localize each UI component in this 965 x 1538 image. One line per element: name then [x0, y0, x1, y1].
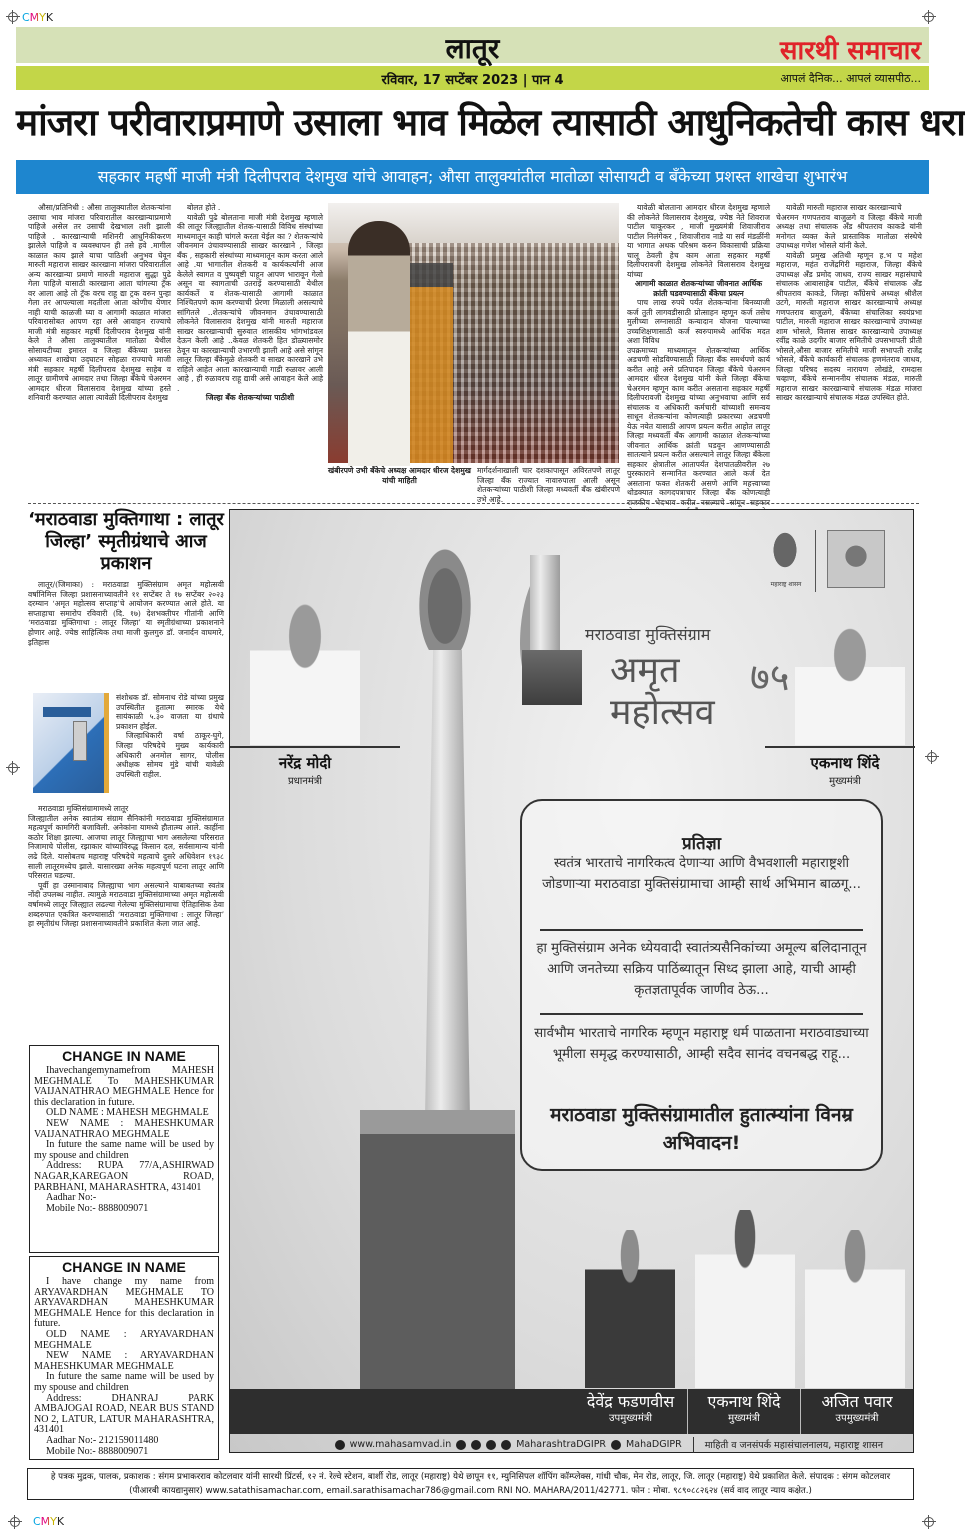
leader-role: मुख्यमंत्री [728, 1413, 760, 1424]
edition-name: लातूर [445, 32, 500, 65]
lead-col4-p2: पाच लाख रुपये पर्यंत शेतकऱ्यांना बिनव्याजी कर्ज तुती लागवडीसाठी प्रोत्साहन म्हणून कर्ज तसेच मुलीच्या लग्नासाठी कन्यादान योजना पाल्याच्या उच्चशिक्षणासाठी कर्ज स्वरुपामध्ये आर्थिक मदत अशा विविध [627, 298, 770, 345]
memorial-base-relief [360, 1110, 515, 1410]
footer-social-handle: MaharashtraDGIPR [516, 1439, 607, 1450]
lead-col5-p2: यावेळी मारुती महाराज साखर कारखान्याचे [786, 203, 902, 212]
registration-mark-bottom-right [922, 1515, 936, 1529]
lead-col6-p2: यावेळी प्रमुख अतिथी म्हणून ह.भ प महेश महाराज, महंत राजेंद्रगिरी महाराज, जिल्हा बँकेचे उपाध्यक्ष अँड प्रमोद जाधव, राज्य साखर महासंघाचे संचालक आबासाहेब पाटील, बँकेचे संचालक अँड श्रीपतराव काकडे, जिल्हा काँग्रेसचे अध्यक्ष श्रीशैल उटगे, मारुती महाराज साखर कारखान्याचे अध्यक्ष गणपतराव बाजुळगे, बँकेच्या संचालिका स्वयंप्रभा पाटील, मारुती महाराज साखर कारखान्याचे उपाध्यक्ष शाम भोसले, विलास साखर कारखान्याचे उपाध्यक्ष रवींद्र काळे उदगीर बाजार समितीचे उपसभापती प्रीती भोसले,औसा बाजार समितीचे माजी सभापती राजेंद्र भोसले, बँकेचे कार्यकारी संचालक हणमंतराव जाधव, जिल्हा परिषद सदस्य नारायण लोखंडे, रामदास चव्हाण, बँकेचे सन्माननीय संचालक मंडळ, मारुती महाराज साखर कारखान्याचे संचालक मंडळ मांजरा साखर कारखान्याचे संचालक मंडळ उपस्थित होते. [776, 250, 922, 402]
lead-col3-text: यावेळी बोलताना आमदार धीरज देशमुख म्हणाले की लोकनेते विलासराव देशमुख, ज्येष्ठ नेते शिवराज पाटील चाकूरकर , माजी मुख्यमंत्री शिवाजीराव पाटील निलंगेकर , शिवाजीराव नाडे या सर्व मंडळींनी या भागात अथक परिश्रम करुन विकासाची प्रक्रिया चालू ठेवली हेच काम आता सहकार महर्षी दिलीपरावजी देशमुख लोकनेते विलासराव देशमुख यांच्या [627, 203, 770, 279]
leader-name: देवेंद्र फडणवीस [586, 1392, 675, 1411]
marathwada-seal-icon [827, 530, 885, 588]
imprint-line-1: हे पत्रक मुद्रक, पालक, प्रकाशक : संगम प्रभाकरराव कोटलवार यांनी सारथी प्रिंटर्स, १२ नं. रेल्वे स्टेशन, बार्शी रोड, लातूर (महाराष्ट्र) येथे छापून ११, म्युनिसिपल शॉपिंग कॉम्प्लेक्स, गांधी चौक, मेन रोड, लातूर, जि. लातूर (महाराष्ट्र) येथे प्रकाशित केले. संपादक : संगम कोटलवार [50, 1472, 891, 1482]
leader-role: उपमुख्यमंत्री [609, 1413, 652, 1424]
lead-col1-text: औसा/प्रतिनिधी : औसा तालुक्यातील शेतकऱ्यांना उसाचा भाव मांजरा परिवारातील कारखान्याप्रमाणे पाहिजे असेल तर उसाची देखभाल तशी झाली पाहिजे . कारखान्याची मशिनरी आधुनिकीकरण झालेले पाहिजे व व्यवस्थापन ही तसे हवे .मागील काळात काय झाले याचा पाठिशी अनुभव घेवून मारुती महाराज साखर कारखाना मांजरा परिवारातील अन्य कारखान्या प्रमाणे मारुती महाराज सुद्धा पुढे गेला पाहिजे यासाठी कारखाना आता चांगल्या ट्रॅक वर आला आहे तो ट्रॅक वरच राहू द्या ट्रक वरुन पुन्हा गेला तर आपल्याला मदतीला आता कोणीच येणार नाही याची काळजी घ्या व आगामी काळात मांजरा परिवारासोबत आपण रहा असे आवाहन राज्याचे माजी मंत्री सहकार महर्षी दिलीपराव देशमुख यांनी केले ते औसा तालुक्यातील मातोळा येथील सोसायटीच्या इमारत व जिल्हा बँकेच्या प्रशस्त अध्यावत शाखेचा उद्‌घाटन सोहळा राज्याचे माजी मंत्री सहकार महर्षी दिलीपराव देशमुख साहेब व लातूर ग्रामीणचे आमदार तथा जिल्हा बँकेचे चेअरमन आमदार धीरज विलासराव देशमुख यांच्या हस्ते शनिवारी करण्यात आला त्यावेळी दिलीपराव देशमुख [28, 203, 171, 402]
ashoka-lion-capital [415, 540, 475, 650]
lead-col2-p1: बोलत होते . [187, 203, 221, 212]
event-subtitle: मराठवाडा मुक्तिसंग्राम [585, 625, 711, 644]
instagram-icon[interactable] [486, 1440, 496, 1450]
book-story-headline: ‘मराठवाडा मुक्तिगाथा : लातूर जिल्हा’ स्मृतीग्रंथाचे आज प्रकाशन [28, 509, 224, 574]
registration-mark-left-mid [6, 761, 20, 775]
footer-website-link[interactable]: www.mahasamvad.in [349, 1439, 452, 1450]
pledge-divider-2 [540, 1013, 863, 1015]
book-story-p4: पूर्वी हा उस्मानाबाद जिल्ह्याचा भाग असल्याने याबाबतच्या स्वतंत्र नोंदी उपलब्ध नाहीत. त्यामुळे मराठवाडा मुक्तिसंग्रामाच्या अमृत महोत्सवी वर्षामध्ये लातूर जिल्ह्यात लढल्या गेलेल्या मुक्तिसंग्रामाचा ऐतिहासिक ठेवा शब्दरुपात एकत्रित करण्यासाठी ‘मराठवाडा मुक्तिगाथा : लातूर जिल्हा’ हा स्मृतीग्रंथ जिल्हा प्रशासनाच्यावतीने प्रकाशित केला जात आहे. [28, 880, 224, 929]
photo-caption: खंबीरपणे उभी बँकेचे अध्यक्ष आमदार धीरज देशमुख यांची माहिती [328, 466, 471, 485]
cm-photo [695, 1210, 795, 1388]
deputy-cm-2-photo [805, 1230, 905, 1388]
pledge-box [520, 799, 883, 1171]
leader-card [574, 1389, 687, 1434]
pledge-divider-1 [540, 929, 863, 931]
lead-col4-subhead: आगामी काळात शेतकऱ्यांच्या जीवनात आर्थिक क्रांती घडवण्यासाठी बँकेचा प्रयत्न [634, 279, 763, 298]
amrit-mahotsav-advertisement [229, 509, 914, 1453]
twitter-icon[interactable] [471, 1440, 481, 1450]
pm-name: नरेंद्र मोदी [278, 754, 332, 772]
lead-col2-p2: यावेळी पुढे बोलताना माजी मंत्री देशमुख म्हणाले की लातूर जिल्ह्यातील शेतक-यासाठी विविध संस्थांच्या माध्यमातून काही चांगले करता येईल का ? शेतकऱ्यांचे जीवनमान उंचावण्यासाठी साखर कारखाने , जिल्हा बँक , सहकारी संस्थांच्या माध्यमातून काम करता आले आहे .या भागातील शेतकरी व कार्यकर्त्यांनी आज केलेले स्वागत व पुष्पवृष्टी पाहून आपण भारावून गेलो असून या स्वागताची उतराई करण्यासाठी येथील कार्यकर्ते व शेतक-यासाठी आगामी काळात निश्चितपणे काम करण्याची प्रेरणा मिळाली असल्याचे सांगितले ..शेतकऱ्यांचे जीवनमान उंचावण्यासाठी लोकनेते विलासराव देशमुख यांनी मारुती महाराज साखर कारखान्याची सुरुवात शासकीय भांगभांडवल देऊन केली आहे ..केवळ शेतकरी हित डोळ्यासमोर ठेवून या कारखान्याची उभारणी झाली आहे असे सांगून लातूर जिल्हा बँकेमुळे शेतकरी व साखर कारखाने उभे राहिले आहेत आता कारखान्याची गाडी रुळावर आली आहे , ही रुळावरच राहू द्यावी असे आवाहन केले आहे . [177, 212, 323, 393]
book-story-p1: लातूर/(जिमाका) : मराठवाडा मुक्तिसंग्राम अमृत महोत्सवी वर्षानिमित्त जिल्हा प्रशासनाच्यावतीने ११ सप्टेंबर ते १७ सप्टेंबर २०२३ दरम्यान ‘अमृत महोत्सव सप्ताह’चे आयोजन करण्यात आले होते. या सप्ताहाचा समारोप रविवारी (दि. १७) देशभक्तीपर गीतांनी आणि ‘मराठवाडा मुक्तिगाथा : लातूर जिल्हा’ या स्मृतीग्रंथाच्या प्रकाशनाने होणार आहे. ज्येष्ठ साहित्यिक तथा माजी कुलगुरु डॉ. जनार्दन वाघमारे, इतिहास [28, 580, 224, 647]
pledge-title: प्रतिज्ञा [681, 834, 722, 854]
notice-2-line: Address: DHANRAJ PARK AMBAJOGAI ROAD, NEAR BUS STAND NO 2, LATUR, LATUR MAHARASHTRA, 431401 [34, 1392, 214, 1436]
notice-1-line: OLD NAME : MAHESH MEGHMALE [46, 1107, 209, 1119]
registration-mark-bottom-left [8, 1515, 22, 1529]
registration-mark-top-left [6, 10, 20, 24]
registration-mark-right-mid [925, 750, 939, 764]
cm-underline [765, 746, 915, 748]
amrit-logo-pillar [530, 555, 560, 655]
leader-name: अजित पवार [821, 1392, 893, 1411]
cm-portrait [795, 625, 905, 745]
notice-2-line: I have change my name from ARYAVARDHAN MEGHMALE TO ARYAVARDHAN MAHESHKUMAR MEGHMALE Hence for this declaration in future. [34, 1276, 214, 1330]
pledge-paragraph-3: सार्वभौम भारताचे नागरिक म्हणून महाराष्ट्र धर्म पाळताना मराठवाड्याच्या भूमीला समृद्ध करण्यासाठी, आम्ही सदैव सानंद वचनबद्ध राहू... [534, 1026, 869, 1062]
tagline: आपलं दैनिक... आपलं व्यासपीठ... [780, 72, 921, 85]
leader-name: एकनाथ शिंदे [707, 1392, 781, 1411]
notice-2-line: Mobile No:- 8888009071 [46, 1445, 149, 1457]
deputy-cm-1-photo [585, 1230, 675, 1388]
globe-icon [335, 1440, 345, 1450]
book-story-body [28, 804, 224, 1040]
cm-name: एकनाथ शिंदे [810, 754, 880, 772]
leaders-band [230, 1389, 913, 1434]
lead-column-1 [28, 203, 171, 499]
event-title-line-1: अमृत [610, 650, 680, 691]
notice-1-title: CHANGE IN NAME [62, 1048, 186, 1064]
lead-column-6 [776, 203, 922, 499]
book-story-side [116, 693, 224, 801]
masthead [16, 27, 929, 66]
lead-photo-speaker-crowd [328, 203, 619, 463]
notice-1-line: NEW NAME : MAHESHKUMAR VAIJANATHRAO MEGHMALE [34, 1117, 214, 1140]
book-story-p1b: संशोधक डॉ. सोमनाथ रोडे यांच्या प्रमुख उपस्थितीत हुतात्मा स्मारक येथे सायंकाळी ५.३० वाजता या ग्रंथाचे प्रकाशन होईल. [116, 693, 224, 731]
maharashtra-emblem-icon [765, 530, 805, 580]
lead-column-4-top [477, 466, 620, 504]
notice-2-line: In future the same name will be used by my spouse and children [34, 1371, 214, 1393]
photo-speaker [348, 221, 410, 466]
salute-message: मराठवाडा मुक्तिसंग्रामातील हुतात्म्यांना विनम्र अभिवादन! [550, 1104, 853, 1154]
leader-card [687, 1389, 800, 1434]
notice-2-line: OLD NAME : ARYAVARDHAN MEGHMALE [34, 1328, 214, 1351]
telegram-icon[interactable] [501, 1440, 511, 1450]
leader-role: उपमुख्यमंत्री [835, 1413, 879, 1424]
notice-2-line: Aadhar No:- 212159011480 [46, 1434, 159, 1446]
imprint-line-2: (पीआरबी कायद्यानुसार) www.satathisamachar.com, email.sarathisamachar786@gmail.com RNI NO. MAHARA/2011/42771. फोन : मोबा. ९८९०८८२६२४ (सर्व वाद लातूर न्याय कक्षेत.) [129, 1486, 812, 1496]
classified-notice-1 [29, 1045, 219, 1253]
notice-1-line: Aadhar No:- [46, 1192, 97, 1204]
government-logos [765, 530, 905, 590]
pm-underline [230, 746, 400, 748]
section-divider [28, 503, 919, 504]
lead-col4-p1: मार्गदर्शनाखाली चार दशकापासून अविरतपणे लातूर जिल्हा बँक राज्यात नावारुपाला आली असून शेतकऱ्यांच्या पाठीशी जिल्हा मध्यवर्ती बँक खंबीरपणे उभे आहे. [477, 466, 620, 504]
leader-card [800, 1389, 913, 1434]
publisher-imprint [27, 1468, 914, 1500]
date-band [16, 66, 929, 90]
footer-youtube-handle: MahaDGIPR [626, 1439, 682, 1450]
registration-mark-top-right [922, 10, 936, 24]
facebook-icon[interactable] [456, 1440, 466, 1450]
newspaper-brand: सारथी समाचार [779, 36, 921, 66]
event-title-line-2: महोत्सव [610, 692, 715, 733]
pm-role: प्रधानमंत्री [287, 776, 323, 787]
lead-column-2 [177, 203, 323, 499]
notice-1-line: In future the same name will be used by my spouse and children [34, 1139, 214, 1161]
memorial-pillar [425, 650, 470, 1120]
event-title [610, 650, 715, 734]
lead-col2-subhead: जिल्हा बँक शेतकऱ्यांच्या पाठीशी [205, 393, 295, 402]
notice-1-line: Mobile No:- 8888009071 [46, 1202, 149, 1214]
book-cover-image [33, 693, 109, 793]
book-story-p2: जिल्हाधिकारी वर्षा ठाकूर-घुगे, जिल्हा परिषदेचे मुख्य कार्यकारी अधिकारी अनमोल सागर, पोलीस अधीक्षक सोमय मुंडे यांची यावेळी उपस्थिती राहील. [116, 731, 224, 779]
cm-role: मुख्यमंत्री [829, 776, 861, 787]
notice-1-line: Address: RUPA 77/A,ASHIRWAD NAGAR,KAREGAON ROAD, PARBHANI, MAHARASHTRA, 431401 [34, 1160, 214, 1193]
maharashtra-govt-caption: महाराष्ट्र शासन [770, 581, 802, 588]
book-story-p3a: मराठवाडा मुक्तिसंग्रामामध्ये लातूर [38, 804, 129, 813]
footer-divider [693, 1437, 694, 1453]
footer-department: माहिती व जनसंपर्क महासंचालनालय, महाराष्ट्र शासन [704, 1440, 883, 1451]
pm-portrait [250, 600, 360, 745]
youtube-icon[interactable] [611, 1440, 621, 1450]
notice-2-line: NEW NAME : ARYAVARDHAN MAHESHKUMAR MEGHMALE [34, 1350, 214, 1372]
book-story-p3: जिल्ह्यातील अनेक स्वातंत्र्य संग्राम सैनिकांनी मराठवाडा मुक्तिसंग्रामात महत्वपूर्ण कामगिरी बजाविली. अनेकांना यामध्ये हौतात्म्य आले. काहींना कठोर शिक्षा झाल्या. आजचा लातूर जिल्ह्याचा भाग असलेल्या परिसरात निजामाचे पोलीस, रझाकार यांच्याविरुद्ध किसान दल, सर्वसामान्य यांनी लढे दिले. यासोबतच महाराष्ट्र परिषदेचे महत्वाचे दुसरे अधिवेशन १९३८ साली लातूरमध्येच झाले. यासारख्या अनेक महत्वपूर्ण घटना लातूर आणि परिसरात घडल्या. [28, 813, 224, 881]
notice-2-title: CHANGE IN NAME [62, 1259, 186, 1275]
pledge-paragraph-1: स्वतंत्र भारताचे नागरिकत्व देणाऱ्या आणि वैभवशाली महाराष्ट्रशी जोडणाऱ्या मराठवाडा मुक्तिसंग्रामाचा आम्ही सार्थ अभिमान बाळगू... [542, 856, 861, 892]
logo-divider [815, 530, 816, 592]
lead-subheadline: सहकार महर्षी माजी मंत्री दिलीपराव देशमुख यांचे आवाहन; औसा तालुक्यांतील मातोळा सोसायटी व बँकेच्या प्रशस्त शाखेचा शुभारंभ [16, 160, 929, 194]
classified-notice-2 [29, 1256, 219, 1460]
pledge-paragraph-2: हा मुक्तिसंग्राम अनेक ध्येयवादी स्वातंत्र्यसैनिकांच्या अमूल्य बलिदानातून आणि जनतेच्या सक्रिय पाठिंब्यातून सिध्द झाला आहे, याची आम्ही कृतज्ञतापूर्वक जाणीव ठेऊ... [536, 941, 867, 998]
lead-col5-p1: उपक्रमाच्या माध्यमातून शेतकऱ्यांच्या आर्थिक अडचणी सोडविण्यासाठी जिल्हा बँक समर्थपणे कार्य करीत आहे असे प्रतिपादन जिल्हा बँकेचे चेअरमन आमदार धीरज देशमुख यांनी केले जिल्हा बँकेचा चेअरमन म्हणून काम करीत असताना सहकार महर्षी दिलीपरावजी देशमुख यांच्या अनुभवाचा आणि सर्व संचालक व अधिकारी कर्मचारी यांच्याशी समन्वय साधून शेतकऱ्यांना कोणत्याही प्रकारच्या अडचणी येऊ नयेत यासाठी आपण प्रयत्न करीत आहोत लातूर जिल्हा मध्यवर्ती बँक आगामी काळात शेतकऱ्यांच्या जीवनात आर्थिक क्रांती घडवून आणण्यासाठी सातत्याने प्रयत्न करीत असल्याने लातूर जिल्हा बँकेला सहकार क्षेत्रातील आतापर्यंत देशपातळीवरील २७ पुरस्काराने सन्मानित करण्यात आले कर्ज देत असताना फक्त शेतकरी असणे आणि महत्त्वाच्या थोडक्यात कागदपत्राचार जिल्हा बँक कोणत्याही राजकीय भेदभाव करीत नसल्याचे सांगून सहकार [627, 345, 770, 507]
notice-1-line: Ihavechangemynamefrom MAHESH MEGHMALE To MAHESHKUMAR VAIJANATHRAO MEGHMALE Hence for this declaration in future. [34, 1065, 214, 1108]
issue-date: रविवार, 17 सप्टेंबर 2023 | पान 4 [381, 73, 564, 88]
amrit-logo-relief [522, 650, 582, 705]
event-number: ७५ [750, 655, 790, 699]
cmyk-label-bottom: CMYK [33, 1515, 65, 1528]
lead-col6-p1: चेअरमन गणपतराव बाजुळगे व जिल्हा बँकेचे माजी अध्यक्ष तथा संचालक अँड श्रीपतराव काकडे यांनी मनोगत व्यक्त केले प्रास्ताविक मातोळा संस्थेचे उपाध्यक्ष गणेश भोसले यांनी केले. [776, 212, 922, 250]
cmyk-label-top: CMYK [22, 11, 54, 24]
book-story-intro [28, 580, 224, 690]
ad-footer [230, 1435, 913, 1454]
lead-headline: मांजरा परीवाराप्रमाणे उसाला भाव मिळेल त्यासाठी आधुनिकतेची कास धरा [16, 101, 965, 144]
lead-column-3 [328, 466, 471, 500]
lead-column-5 [627, 203, 770, 507]
